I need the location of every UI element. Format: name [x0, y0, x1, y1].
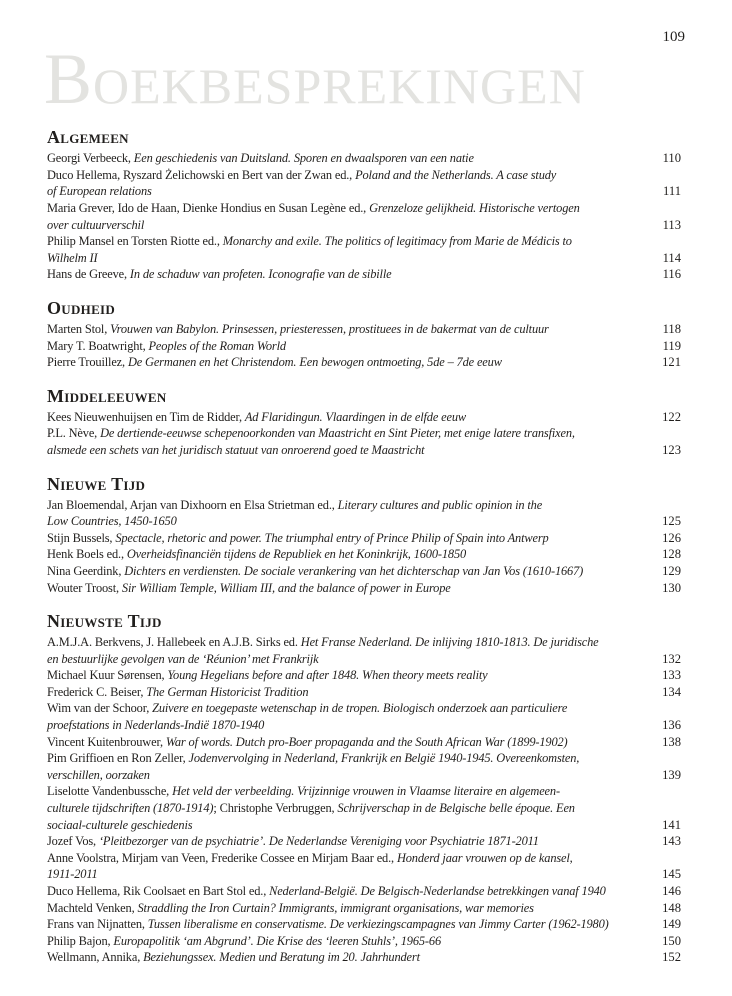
- book-title-segment: 1911-2011: [47, 867, 98, 882]
- book-title-segment: Europapolitik ‘am Abgrund’. Die Krise des ‘leeren Stuhls’, 1965-66: [113, 933, 441, 948]
- entry-line: [47, 783, 644, 800]
- entry-page-number: 148: [662, 900, 681, 915]
- entry-page-number: 123: [662, 442, 681, 457]
- toc-entry: [47, 916, 686, 933]
- author-segment: A.M.J.A. Berkvens, J. Hallebeek en A.J.B. Sirks ed.: [47, 635, 301, 650]
- book-title-segment: Ad Flaridingun. Vlaardingen in de elfde eeuw: [244, 409, 466, 424]
- entry-line: [47, 949, 644, 966]
- toc-entry: [47, 883, 686, 900]
- book-title-segment: In de schaduw van profeten. Iconografie van de sibille: [129, 267, 392, 282]
- author-segment: Vincent Kuitenbrouwer,: [47, 734, 166, 749]
- toc-entry: [47, 233, 686, 266]
- entry-page-number: 116: [662, 267, 681, 282]
- entry-line: [47, 817, 644, 834]
- entry-page-number: 138: [662, 734, 681, 749]
- book-title-segment: Straddling the Iron Curtain? Immigrants, immigrant organisations, war memories: [137, 900, 534, 915]
- entry-page-number: 114: [662, 250, 681, 265]
- entry-line: [47, 833, 644, 850]
- entry-line: [47, 684, 644, 701]
- entry-page-number: 143: [662, 834, 681, 849]
- entry-line: [47, 200, 644, 217]
- entry-page-number: 111: [663, 184, 681, 199]
- author-segment: Hans de Greeve,: [47, 267, 130, 282]
- author-segment: Frans van Nijnatten,: [47, 917, 148, 932]
- entry-page-number: 130: [662, 580, 681, 595]
- book-title-segment: Poland and the Netherlands. A case study: [355, 167, 557, 182]
- entry-line: [47, 354, 644, 371]
- toc-entry: [47, 580, 686, 597]
- entry-line: [47, 442, 644, 459]
- entry-line: [47, 167, 644, 184]
- book-title-segment: Dichters en verdiensten. De sociale verankering van het dichterschap van Jan Vos (1610-1667): [124, 563, 584, 578]
- book-title-segment: Peoples of the Roman World: [148, 338, 286, 353]
- author-segment: Machteld Venken,: [47, 900, 138, 915]
- book-title-segment: sociaal-culturele geschiedenis: [47, 817, 193, 832]
- author-segment: Jozef Vos,: [47, 834, 99, 849]
- entry-page-number: 121: [662, 355, 681, 370]
- entry-line: [47, 900, 644, 917]
- author-segment: Wouter Troost,: [47, 580, 122, 595]
- entry-page-number: 110: [662, 151, 681, 166]
- book-title-segment: Het veld der verbeelding. Vrijzinnige vrouwen in Vlaamse literaire en algemeen-: [172, 784, 560, 799]
- toc-entry: [47, 425, 686, 458]
- toc-entry: [47, 546, 686, 563]
- entry-page-number: 133: [662, 668, 681, 683]
- section-heading: Nieuwste Tijd: [47, 611, 162, 632]
- entry-line: [47, 513, 644, 530]
- book-title-segment: War of words. Dutch pro-Boer propaganda and the South African War (1899-1902): [165, 734, 568, 749]
- book-title-segment: De Germanen en het Christendom. Een bewogen ontmoeting, 5de – 7de eeuw: [127, 355, 502, 370]
- entry-page-number: 141: [662, 817, 681, 832]
- book-title-segment: proefstations in Nederlands-Indië 1870-1940: [47, 718, 265, 733]
- book-title-segment: en bestuurlijke gevolgen van de ‘Réunion’ met Frankrijk: [47, 651, 319, 666]
- entry-line: [47, 866, 644, 883]
- book-title-segment: The German Historicist Tradition: [146, 684, 309, 699]
- toc-entry: [47, 900, 686, 917]
- toc-entry: [47, 530, 686, 547]
- book-title-segment: alsmede een schets van het juridisch statuut van onroerend goed te Maastricht: [47, 442, 425, 457]
- toc-entry: [47, 667, 686, 684]
- book-title-segment: Overheidsfinanciën tijdens de Republiek en het Koninkrijk, 1600-1850: [126, 547, 467, 562]
- toc-entry: [47, 200, 686, 233]
- author-segment: Liselotte Vandenbussche,: [47, 784, 173, 799]
- entry-line: [47, 916, 644, 933]
- author-segment: Frederick C. Beiser,: [47, 684, 147, 699]
- toc-entry: [47, 734, 686, 751]
- toc-entry: [47, 354, 686, 371]
- book-title-segment: Schrijverschap in de Belgische belle époque. Een: [337, 801, 575, 816]
- author-segment: Wim van der Schoor,: [47, 701, 153, 716]
- entry-page-number: 126: [662, 530, 681, 545]
- entry-line: [47, 717, 644, 734]
- entry-line: [47, 563, 644, 580]
- entry-line: [47, 883, 644, 900]
- author-segment: Wellmann, Annika,: [47, 950, 144, 965]
- entry-line: [47, 933, 644, 950]
- entry-page-number: 136: [662, 718, 681, 733]
- entry-line: [47, 425, 644, 442]
- entry-line: [47, 321, 644, 338]
- entry-page-number: 145: [662, 867, 681, 882]
- author-segment: Jan Bloemendal, Arjan van Dixhoorn en Elsa Strietman ed.,: [47, 497, 338, 512]
- book-title-segment: Het Franse Nederland. De inlijving 1810-1813. De juridische: [300, 635, 599, 650]
- toc-entry: [47, 933, 686, 950]
- entry-line: [47, 150, 644, 167]
- toc-entry: [47, 321, 686, 338]
- toc-entry: [47, 750, 686, 783]
- book-title-segment: Beziehungssex. Medien und Beratung im 20. Jahrhundert: [143, 950, 420, 965]
- book-title-segment: Zuivere en toegepaste wetenschap in de tropen. Biologisch onderzoek aan particuliere: [152, 701, 568, 716]
- entry-line: [47, 233, 644, 250]
- book-title-segment: Low Countries, 1450-1650: [47, 514, 177, 529]
- toc-entry: [47, 833, 686, 850]
- entry-page-number: 122: [662, 409, 681, 424]
- author-segment: Maria Grever, Ido de Haan, Dienke Hondius en Susan Legène ed.,: [47, 201, 370, 216]
- entry-line: [47, 338, 644, 355]
- book-title-segment: Literary cultures and public opinion in the: [337, 497, 543, 512]
- entry-line: [47, 750, 644, 767]
- author-segment: Philip Bajon,: [47, 933, 114, 948]
- toc-entry: [47, 634, 686, 667]
- entry-line: [47, 700, 644, 717]
- entry-line: [47, 217, 644, 234]
- entry-line: [47, 800, 644, 817]
- toc-entry: [47, 338, 686, 355]
- book-title-segment: Tussen liberalisme en conservatisme. De verkiezingscampagnes van Jimmy Carter (1962-1980): [147, 917, 609, 932]
- book-title-segment: Sir William Temple, William III, and the balance of power in Europe: [121, 580, 451, 595]
- author-segment: Anne Voolstra, Mirjam van Veen, Frederike Cossee en Mirjam Baar ed.,: [47, 850, 397, 865]
- entry-line: [47, 580, 644, 597]
- entry-line: [47, 651, 644, 668]
- entry-page-number: 125: [662, 514, 681, 529]
- book-title-segment: Een geschiedenis van Duitsland. Sporen en dwaalsporen van een natie: [133, 151, 474, 166]
- section-heading: Nieuwe Tijd: [47, 473, 146, 494]
- entry-line: [47, 530, 644, 547]
- section-oudheid: [47, 298, 686, 371]
- section-algemeen: [47, 127, 686, 283]
- author-segment: Pim Griffioen en Ron Zeller,: [47, 751, 189, 766]
- author-segment: Nina Geerdink,: [47, 563, 125, 578]
- toc-entry: [47, 497, 686, 530]
- author-segment: Duco Hellema, Rik Coolsaet en Bart Stol ed.,: [47, 884, 270, 899]
- entry-line: [47, 250, 644, 267]
- book-title-segment: De dertiende-eeuwse schepenoorkonden van Maastricht en Sint Pieter, met enige latere transfixen,: [100, 426, 575, 441]
- book-title-segment: Nederland-België. De Belgisch-Nederlandse betrekkingen vanaf 1940: [269, 884, 606, 899]
- document-title: Boekbesprekingen: [44, 39, 586, 119]
- book-title-segment: over cultuurverschil: [47, 217, 145, 232]
- entry-line: [47, 667, 644, 684]
- section-heading: Oudheid: [47, 297, 116, 318]
- entry-page-number: 129: [662, 563, 681, 578]
- entry-line: [47, 634, 644, 651]
- author-segment: Duco Hellema, Ryszard Żelichowski en Bert van der Zwan ed.,: [47, 167, 356, 182]
- entry-page-number: 152: [662, 950, 681, 965]
- section-middeleeuwen: [47, 386, 686, 459]
- sections: [47, 127, 686, 966]
- author-segment: ; Christophe Verbruggen,: [213, 801, 338, 816]
- book-title-segment: Monarchy and exile. The politics of legitimacy from Marie de Médicis to: [222, 234, 572, 249]
- entry-line: [47, 850, 644, 867]
- toc-entry: [47, 949, 686, 966]
- author-segment: Mary T. Boatwright,: [47, 338, 149, 353]
- entry-line: [47, 767, 644, 784]
- section-heading: Middeleeuwen: [47, 385, 167, 406]
- section-nieuwe-tijd: [47, 474, 686, 597]
- author-segment: Kees Nieuwenhuijsen en Tim de Ridder,: [47, 409, 245, 424]
- toc-entry: [47, 409, 686, 426]
- book-title-segment: Young Hegelians before and after 1848. When theory meets reality: [167, 668, 488, 683]
- book-title-segment: of European relations: [47, 184, 152, 199]
- author-segment: Pierre Trouillez,: [47, 355, 128, 370]
- entry-page-number: 118: [662, 321, 681, 336]
- toc-entry: [47, 850, 686, 883]
- entry-page-number: 149: [662, 917, 681, 932]
- toc-entry: [47, 783, 686, 833]
- toc-entry: [47, 700, 686, 733]
- entry-line: [47, 546, 644, 563]
- entry-page-number: 119: [662, 338, 681, 353]
- book-title-segment: Vrouwen van Babylon. Prinsessen, priesteressen, prostituees in de bakermat van de cultuur: [110, 321, 549, 336]
- book-title-segment: Spectacle, rhetoric and power. The triumphal entry of Prince Philip of Spain into Antwerp: [115, 530, 549, 545]
- book-title-segment: verschillen, oorzaken: [47, 767, 150, 782]
- folio-page-number: 109: [662, 29, 685, 45]
- toc-content: [0, 39, 732, 966]
- entry-page-number: 132: [662, 651, 681, 666]
- book-title-segment: culturele tijdschriften (1870-1914): [47, 801, 214, 816]
- entry-page-number: 113: [662, 217, 681, 232]
- author-segment: Philip Mansel en Torsten Riotte ed.,: [47, 234, 223, 249]
- toc-entry: [47, 150, 686, 167]
- toc-entry: [47, 563, 686, 580]
- author-segment: Marten Stol,: [47, 321, 111, 336]
- section-nieuwste-tijd: [47, 611, 686, 966]
- book-title-segment: Honderd jaar vrouwen op de kansel,: [396, 850, 573, 865]
- author-segment: Michael Kuur Sørensen,: [47, 668, 168, 683]
- entry-page-number: 146: [662, 884, 681, 899]
- entry-line: [47, 183, 644, 200]
- entry-line: [47, 734, 644, 751]
- author-segment: Stijn Bussels,: [47, 530, 116, 545]
- entry-page-number: 150: [662, 933, 681, 948]
- toc-entry: [47, 167, 686, 200]
- book-title-segment: Wilhelm II: [47, 250, 98, 265]
- entry-line: [47, 497, 644, 514]
- book-title-segment: Jodenvervolging in Nederland, Frankrijk en België 1940-1945. Overeenkomsten,: [188, 751, 580, 766]
- book-title-segment: ‘Pleitbezorger van de psychiatrie’. De Nederlandse Vereniging voor Psychiatrie 1871-2011: [98, 834, 539, 849]
- entry-line: [47, 409, 644, 426]
- entry-page-number: 134: [662, 684, 681, 699]
- book-title-segment: Grenzeloze gelijkheid. Historische vertogen: [369, 201, 580, 216]
- entry-page-number: 139: [662, 767, 681, 782]
- author-segment: Georgi Verbeeck,: [47, 151, 134, 166]
- entry-page-number: 128: [662, 547, 681, 562]
- section-heading: Algemeen: [47, 127, 129, 148]
- toc-entry: [47, 684, 686, 701]
- author-segment: P.L. Nève,: [47, 426, 101, 441]
- toc-entry: [47, 266, 686, 283]
- entry-line: [47, 266, 644, 283]
- author-segment: Henk Boels ed.,: [47, 547, 127, 562]
